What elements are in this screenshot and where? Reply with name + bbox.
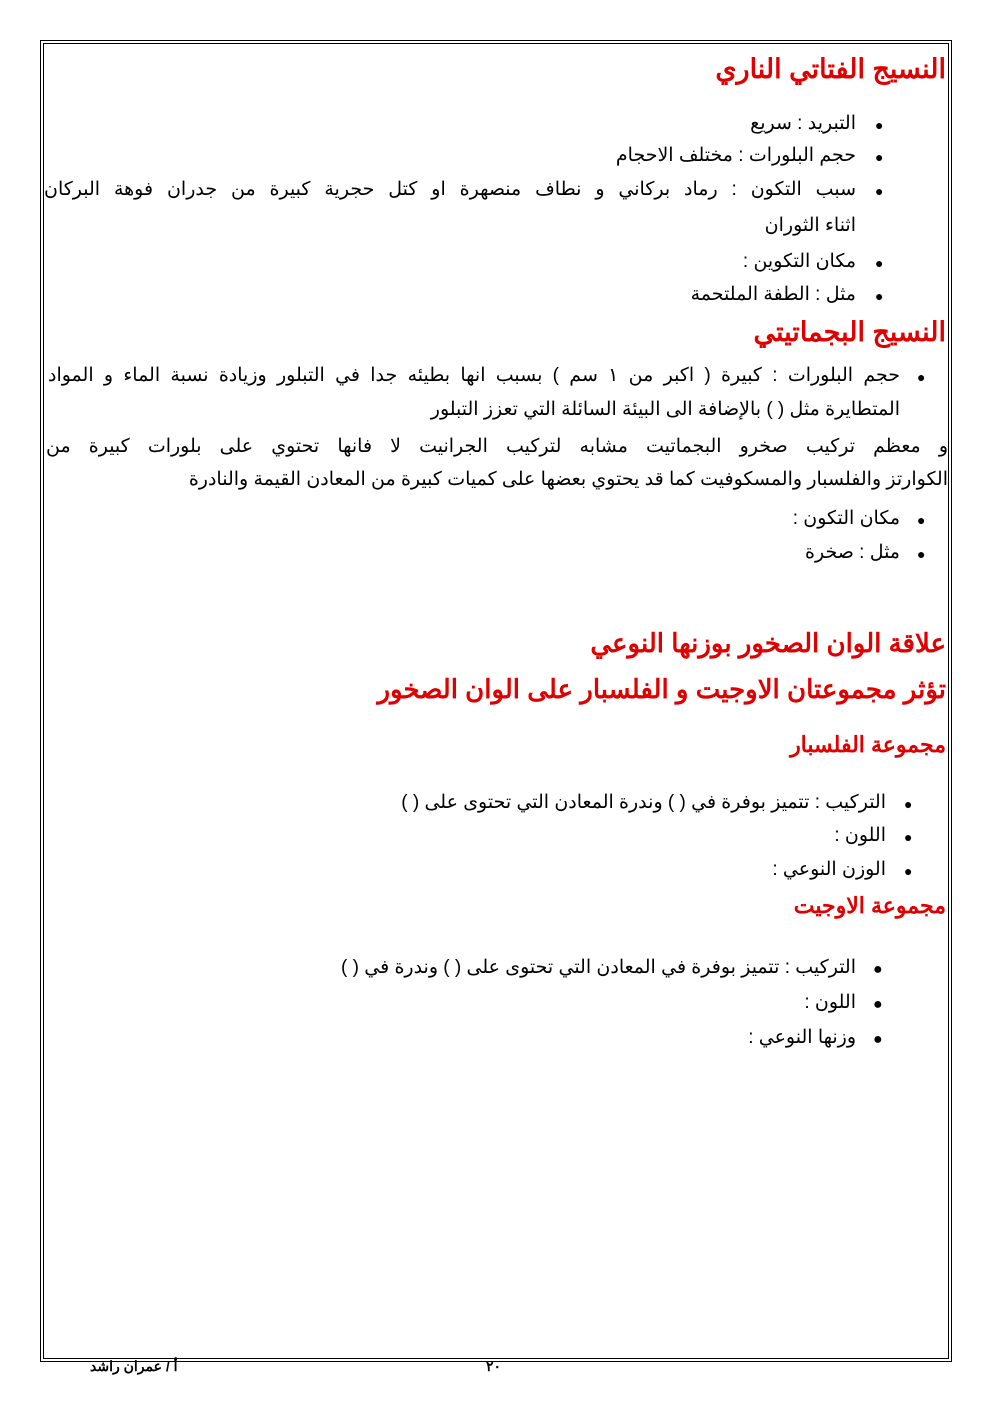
bullet-icon: ● bbox=[873, 996, 883, 1013]
list-item-formation-cause: سبب التكون : رماد بركاني و نطاف منصهرة او كتل حجرية كبيرة من جدران فوهة البركان bbox=[44, 179, 856, 200]
paragraph-crystal-size-line2: المتطايرة مثل ( ) بالإضافة الى البيئة السائلة التي تعزز التبلور bbox=[430, 399, 900, 420]
feldspar-color: اللون : bbox=[834, 825, 886, 846]
augite-title: مجموعة الاوجيت bbox=[793, 893, 946, 918]
feldspar-specific-gravity: الوزن النوعي : bbox=[772, 859, 886, 880]
paragraph-crystal-size-line1: حجم البلورات : كبيرة ( اكبر من ١ سم ) بسبب انها بطيئه جدا في التبلور وزيادة نسبة الماء و المواد bbox=[48, 365, 901, 386]
list-item-example: مثل : الطفة الملتحمة bbox=[690, 284, 856, 305]
bullet-icon: ● bbox=[917, 369, 926, 385]
augite-color: اللون : bbox=[804, 992, 856, 1013]
list-item-crystal-size: حجم البلورات : مختلف الاحجام bbox=[615, 145, 856, 166]
author-name: أ / عمران راشد bbox=[90, 1358, 178, 1374]
bullet-icon: ● bbox=[917, 546, 926, 562]
bullet-icon: ● bbox=[904, 829, 913, 845]
bullet-icon: ● bbox=[875, 288, 884, 304]
bullet-icon: ● bbox=[917, 512, 926, 528]
page-number: ٢٠ bbox=[486, 1358, 502, 1374]
bullet-icon: ● bbox=[875, 117, 884, 133]
list-item-cooling: التبريد : سريع bbox=[750, 113, 856, 134]
feldspar-title: مجموعة الفلسبار bbox=[790, 732, 946, 757]
bullet-icon: ● bbox=[875, 183, 884, 199]
bullet-icon: ● bbox=[904, 863, 913, 879]
augite-composition: التركيب : تتميز بوفرة في المعادن التي تحتوى على ( ) وندرة في ( ) bbox=[341, 957, 856, 978]
paragraph-composition-line2: الكوارتز والفلسبار والمسكوفيت كما قد يحتوي بعضها على كميات كبيرة من المعادن القيمة والنادرة bbox=[188, 469, 948, 490]
feldspar-composition: التركيب : تتميز بوفرة في ( ) وندرة المعادن التي تحتوى على ( ) bbox=[401, 792, 886, 813]
section-title-pyroclastic: النسيج الفتاتي الناري bbox=[715, 54, 946, 84]
list-item-example-rock: مثل : صخرة bbox=[805, 542, 900, 563]
section-title-pegmatitic: النسيج البجماتيتي bbox=[753, 317, 946, 347]
relation-title: علاقة الوان الصخور بوزنها النوعي bbox=[590, 628, 946, 658]
bullet-icon: ● bbox=[873, 961, 883, 978]
bullet-icon: ● bbox=[904, 796, 913, 812]
list-item-formation-place: مكان التكوين : bbox=[742, 251, 856, 272]
list-item-formation-cause-continued: اثناء الثوران bbox=[764, 215, 856, 236]
paragraph-composition-line1: و معظم تركيب صخرو البجماتيت مشابه لتركيب الجرانيت لا فانها تحتوي على بلورات كبيرة من bbox=[46, 436, 948, 457]
bullet-icon: ● bbox=[873, 1031, 883, 1048]
list-item-place: مكان التكون : bbox=[792, 508, 900, 529]
augite-specific-gravity: وزنها النوعي : bbox=[748, 1027, 856, 1048]
bullet-icon: ● bbox=[875, 149, 884, 165]
bullet-icon: ● bbox=[875, 255, 884, 271]
relation-subtitle: تؤثر مجموعتان الاوجيت و الفلسبار على الوان الصخور bbox=[377, 674, 946, 704]
